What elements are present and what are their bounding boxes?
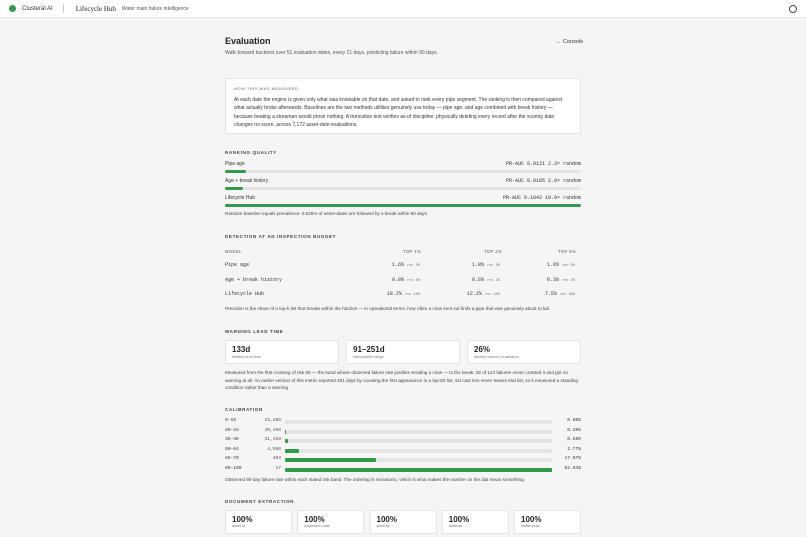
detection-cell bbox=[392, 262, 420, 268]
lead-time-note: Measured from the first crossing of risk 65 — the band whose observed failure rate justifies sending a crew — to the break. 92 of 124 failures never crossed it and got no warning at all. An earlier version of this metric reported 401 days by counting the first appearance in a top-50 list; old cast iron never leaves that list, so it measured a standing condition rather than a warning. bbox=[225, 370, 578, 391]
extraction-box bbox=[514, 510, 581, 534]
calibration-bin: 65–79 bbox=[225, 456, 239, 462]
extraction-value: 100% bbox=[376, 515, 397, 524]
calibration-bar-fill bbox=[285, 468, 552, 472]
lead-time-heading: WARNING LEAD TIME bbox=[225, 329, 284, 334]
detection-recall: rec 18% bbox=[404, 293, 420, 297]
quality-row-prauc: PR-AUC 0.0121 bbox=[505, 161, 545, 167]
detection-cell bbox=[472, 277, 500, 283]
quality-row-lift: 2.3× random bbox=[547, 161, 581, 167]
detection-precision: 1.0% bbox=[472, 262, 485, 268]
calibration-bar-fill bbox=[285, 430, 286, 434]
calibration-bin: 80–100 bbox=[225, 466, 242, 471]
calibration-bar-fill bbox=[285, 439, 288, 443]
calibration-rate: 17.87% bbox=[564, 456, 581, 462]
calibration-bar bbox=[285, 430, 552, 434]
extraction-heading: DOCUMENT EXTRACTION bbox=[225, 499, 295, 504]
quality-row-lift: 2.0× random bbox=[547, 178, 581, 184]
extraction-value: 100% bbox=[304, 515, 325, 524]
detection-note: Precision is the share of a top-k list that breaks within the horizon — in operational terms, how often a crew sent out finds a pipe that was genuinely about to fail. bbox=[225, 306, 551, 311]
detection-precision: 7.5% bbox=[544, 291, 557, 297]
clusteral-logo-icon bbox=[9, 5, 16, 12]
detection-heading: DETECTION AT AN INSPECTION BUDGET bbox=[225, 234, 336, 239]
hub-subtitle: Water main failure intelligence bbox=[121, 5, 189, 12]
brand[interactable] bbox=[9, 5, 53, 12]
brand-name: Clusteral AI bbox=[22, 5, 53, 12]
lead-time-warned-value: 26% bbox=[474, 345, 491, 354]
calibration-rate: 0.00% bbox=[567, 418, 581, 423]
calibration-row bbox=[225, 418, 581, 426]
extraction-box bbox=[297, 510, 364, 534]
extraction-box bbox=[442, 510, 509, 534]
hub-name[interactable]: Lifecycle Hub bbox=[75, 4, 116, 13]
calibration-note: Observed 90-day failure rate within each stated risk band. The ordering is monotonic, which is what makes the number on the dial mean something. bbox=[225, 477, 525, 482]
calibration-count: 403 bbox=[272, 456, 281, 462]
col-top-5: TOP 5% bbox=[558, 249, 577, 254]
calibration-bar bbox=[285, 468, 552, 472]
extraction-label: install year bbox=[521, 524, 540, 528]
ranking-quality-heading: RANKING QUALITY bbox=[225, 150, 277, 155]
extraction-label: inspection date bbox=[304, 524, 330, 528]
extraction-label: asset id bbox=[232, 524, 246, 528]
calibration-row bbox=[225, 456, 581, 464]
quality-row-bar bbox=[225, 170, 581, 173]
quality-row-metric bbox=[506, 178, 581, 184]
lead-time-iqr-value: 91–251d bbox=[353, 345, 385, 354]
extraction-value: 100% bbox=[232, 515, 253, 524]
detection-cell bbox=[545, 291, 575, 297]
detection-recall: rec 8% bbox=[562, 264, 575, 268]
page-subtitle: Walk-forward backtest over 51 evaluation dates, every 21 days, predicting failure within 90 days. bbox=[225, 50, 438, 56]
col-model: MODEL bbox=[225, 249, 242, 254]
detection-cell bbox=[547, 277, 575, 283]
lead-time-warned bbox=[467, 340, 581, 364]
calibration-count: 17 bbox=[275, 466, 281, 471]
calibration-bin: 0–19 bbox=[225, 418, 237, 423]
calibration-bin: 20–34 bbox=[225, 427, 239, 433]
calibration-rate: 52.94% bbox=[564, 466, 581, 471]
calibration-bar bbox=[285, 420, 552, 424]
quality-row-prauc: PR-AUC 0.1043 bbox=[502, 195, 542, 201]
detection-precision: 0.0% bbox=[392, 277, 405, 283]
calibration-bar bbox=[285, 458, 552, 462]
ranking-quality-note: Random baseline equals prevalence: 0.525% of asset-dates are followed by a break within 90 days. bbox=[225, 211, 429, 216]
quality-row-label: Age + break history bbox=[225, 178, 269, 184]
calibration-bar-fill bbox=[285, 458, 376, 462]
theme-toggle-icon[interactable] bbox=[789, 5, 797, 13]
methodology-body: At each date the engine is given only what was knowable on that date, and asked to rank every pipe segment. The ranking is then compared against what actually broke afterwards. Baselines are the two methods utilities genuinely use today — pipe age, and age combined with break history — because beating a streaman would prove nothing. A truncation test verifies as-of discipline: physically deleting every record after the scoring date changes no score, across 7,172 asset-date evaluations. bbox=[234, 97, 563, 129]
calibration-bar bbox=[285, 449, 552, 453]
calibration-count: 4,950 bbox=[267, 446, 281, 452]
detection-cell bbox=[392, 277, 420, 283]
detection-recall: rec 3% bbox=[562, 279, 575, 283]
calibration-rate: 2.77% bbox=[567, 446, 581, 452]
detection-precision: 12.2% bbox=[466, 291, 482, 297]
calibration-heading: CALIBRATION bbox=[225, 407, 263, 412]
quality-row-prauc: PR-AUC 0.0105 bbox=[505, 178, 545, 184]
detection-cell bbox=[467, 291, 500, 297]
extraction-value: 100% bbox=[448, 515, 470, 524]
lead-time-median bbox=[225, 340, 339, 364]
extraction-box bbox=[225, 510, 292, 534]
extraction-value: 100% bbox=[521, 515, 542, 524]
lead-time-median-label: median lead time bbox=[232, 355, 261, 359]
calibration-row bbox=[225, 447, 581, 455]
quality-row-bar bbox=[225, 187, 581, 190]
detection-model-name: Age + break history bbox=[225, 277, 283, 283]
methodology-card bbox=[225, 78, 581, 134]
detection-cell bbox=[387, 291, 420, 297]
detection-recall: rec 36% bbox=[559, 293, 575, 297]
extraction-label: severity bbox=[376, 524, 390, 528]
detection-precision: 1.6% bbox=[392, 262, 405, 268]
detection-precision: 0.6% bbox=[472, 277, 485, 283]
calibration-bin: 35–49 bbox=[225, 437, 239, 443]
lead-time-median-value: 133d bbox=[232, 345, 251, 354]
top-bar bbox=[0, 0, 806, 18]
calibration-count: 31,428 bbox=[264, 437, 281, 443]
detection-recall: rec 3% bbox=[487, 264, 500, 268]
extraction-box bbox=[370, 510, 437, 534]
detection-cell bbox=[472, 262, 500, 268]
extraction-label: material bbox=[448, 524, 463, 528]
lead-time-iqr-label: interquartile range bbox=[353, 355, 384, 359]
detection-recall: rec 0% bbox=[407, 279, 420, 283]
console-link[interactable]: ← Console bbox=[556, 39, 584, 45]
calibration-bar bbox=[285, 439, 552, 443]
calibration-row bbox=[225, 466, 581, 474]
page-title: Evaluation bbox=[225, 36, 271, 46]
calibration-bin: 50–64 bbox=[225, 446, 239, 452]
quality-row-bar-fill bbox=[225, 170, 246, 173]
quality-row-bar bbox=[225, 204, 581, 207]
detection-recall: rec 25% bbox=[484, 293, 500, 297]
calibration-bar-fill bbox=[285, 449, 299, 453]
detection-recall: rec 2% bbox=[407, 264, 420, 268]
calibration-row bbox=[225, 428, 581, 436]
calibration-row bbox=[225, 437, 581, 445]
calibration-count: 23,206 bbox=[264, 418, 281, 423]
quality-row-bar-fill bbox=[225, 204, 581, 207]
detection-model-name: Lifecycle Hub bbox=[225, 291, 265, 297]
quality-row-label: Lifecycle Hub bbox=[225, 195, 256, 201]
calibration-rate: 0.68% bbox=[567, 437, 581, 443]
detection-precision: 1.6% bbox=[547, 262, 560, 268]
detection-model-name: Pipe age bbox=[225, 262, 250, 268]
lead-time-warned-label: failures warned in advance bbox=[474, 355, 520, 359]
quality-row-lift: 19.9× random bbox=[544, 195, 581, 201]
methodology-heading: HOW THIS WAS MEASURED bbox=[234, 86, 299, 91]
detection-precision: 18.2% bbox=[386, 291, 402, 297]
detection-precision: 0.3% bbox=[547, 277, 560, 283]
quality-row-label: Pipe age bbox=[225, 161, 245, 167]
lead-time-iqr bbox=[346, 340, 460, 364]
quality-row-metric bbox=[503, 195, 581, 201]
detection-cell bbox=[547, 262, 575, 268]
quality-row-metric bbox=[506, 161, 581, 167]
quality-row-bar-fill bbox=[225, 187, 243, 190]
col-top-2: TOP 2% bbox=[484, 249, 503, 254]
detection-recall: rec 2% bbox=[487, 279, 500, 283]
col-top-1: TOP 1% bbox=[403, 249, 422, 254]
calibration-rate: 0.20% bbox=[567, 427, 581, 433]
calibration-count: 30,496 bbox=[264, 427, 281, 433]
divider bbox=[63, 4, 64, 13]
